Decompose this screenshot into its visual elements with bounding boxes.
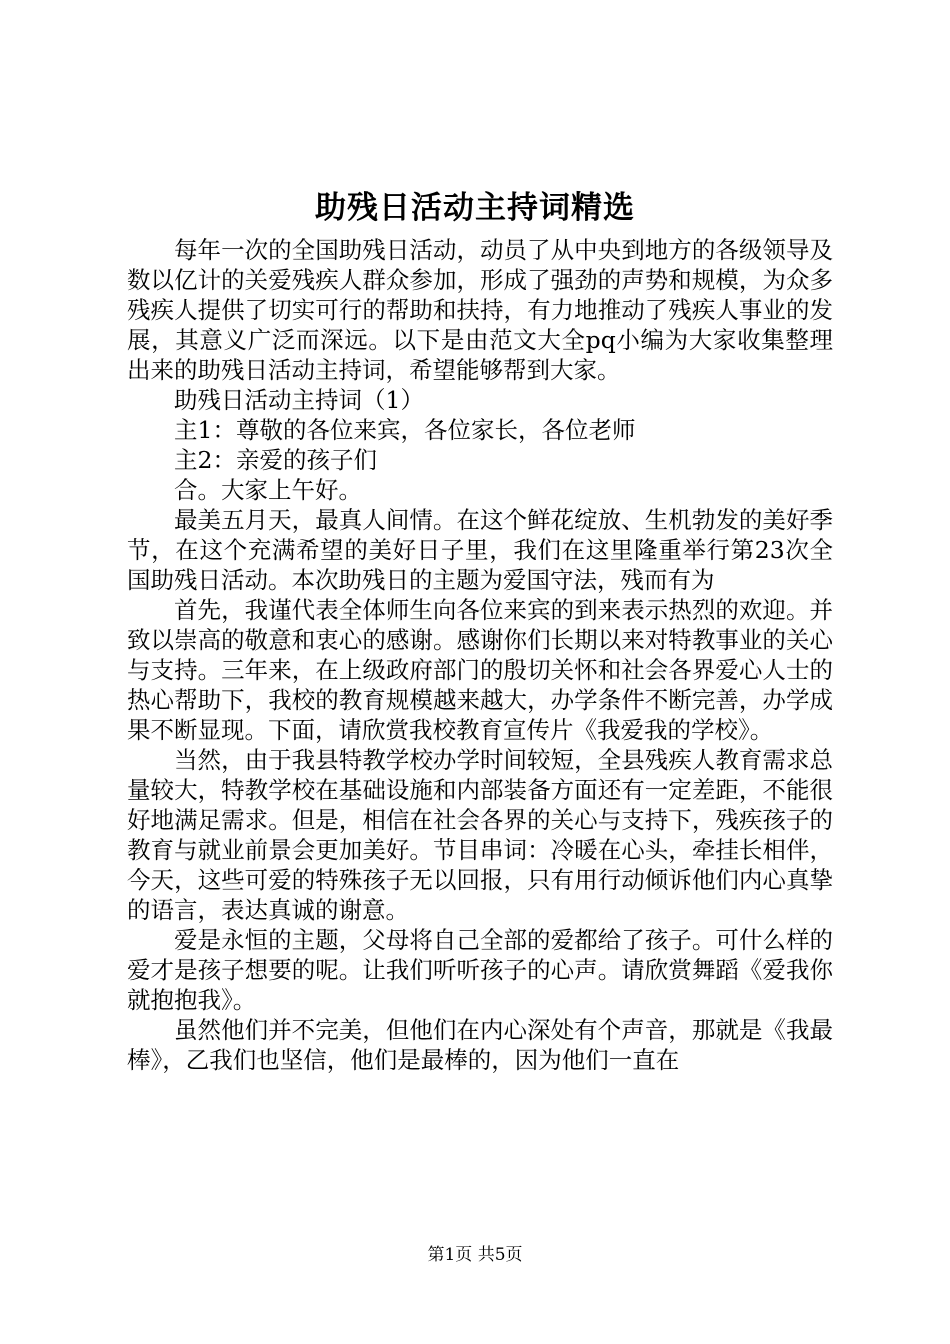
- paragraph: 爱是永恒的主题，父母将自己全部的爱都给了孩子。可什么样的爱才是孩子想要的呢。让我们听听孩子的心声。请欣赏舞蹈《爱我你就抱抱我》。: [127, 926, 833, 1014]
- paragraph: 当然，由于我县特教学校办学时间较短，全县残疾人教育需求总量较大，特教学校在基础设施和内部装备方面还有一定差距，不能很好地满足需求。但是，相信在社会各界的关心与支持下，残疾孩子的教育与就业前景会更加美好。节目串词：冷暖在心头，牵挂长相伴，今天，这些可爱的特殊孩子无以回报，只有用行动倾诉他们内心真挚的语言，表达真诚的谢意。: [127, 746, 833, 924]
- document-body: [127, 235, 833, 1075]
- paragraph: 助残日活动主持词（1）: [174, 386, 424, 414]
- paragraph: 主1：尊敬的各位来宾，各位家长，各位老师: [174, 416, 636, 444]
- paragraph: 合。大家上午好。: [174, 476, 362, 504]
- paragraph: 最美五月天，最真人间情。在这个鲜花绽放、生机勃发的美好季节，在这个充满希望的美好日子里，我们在这里隆重举行第23次全国助残日活动。本次助残日的主题为爱国守法，残而有为: [127, 506, 833, 594]
- paragraph: 虽然他们并不完美，但他们在内心深处有个声音，那就是《我最棒》，乙我们也坚信，他们是最棒的，因为他们一直在: [127, 1016, 833, 1074]
- paragraph: 每年一次的全国助残日活动，动员了从中央到地方的各级领导及数以亿计的关爱残疾人群众参加，形成了强劲的声势和规模，为众多残疾人提供了切实可行的帮助和扶持，有力地推动了残疾人事业的发展，其意义广泛而深远。以下是由范文大全pq小编为大家收集整理出来的助残日活动主持词，希望能够帮到大家。: [127, 236, 833, 384]
- page-footer: 第1页 共5页: [427, 1245, 523, 1265]
- paragraph: 主2：亲爱的孩子们: [174, 446, 377, 474]
- paragraph: 首先，我谨代表全体师生向各位来宾的到来表示热烈的欢迎。并致以崇高的敬意和衷心的感谢。感谢你们长期以来对特教事业的关心与支持。三年来，在上级政府部门的殷切关怀和社会各界爱心人士的热心帮助下，我校的教育规模越来越大，办学条件不断完善，办学成果不断显现。下面，请欣赏我校教育宣传片《我爱我的学校》。: [127, 596, 833, 744]
- document-title: 助残日活动主持词精选: [315, 190, 635, 226]
